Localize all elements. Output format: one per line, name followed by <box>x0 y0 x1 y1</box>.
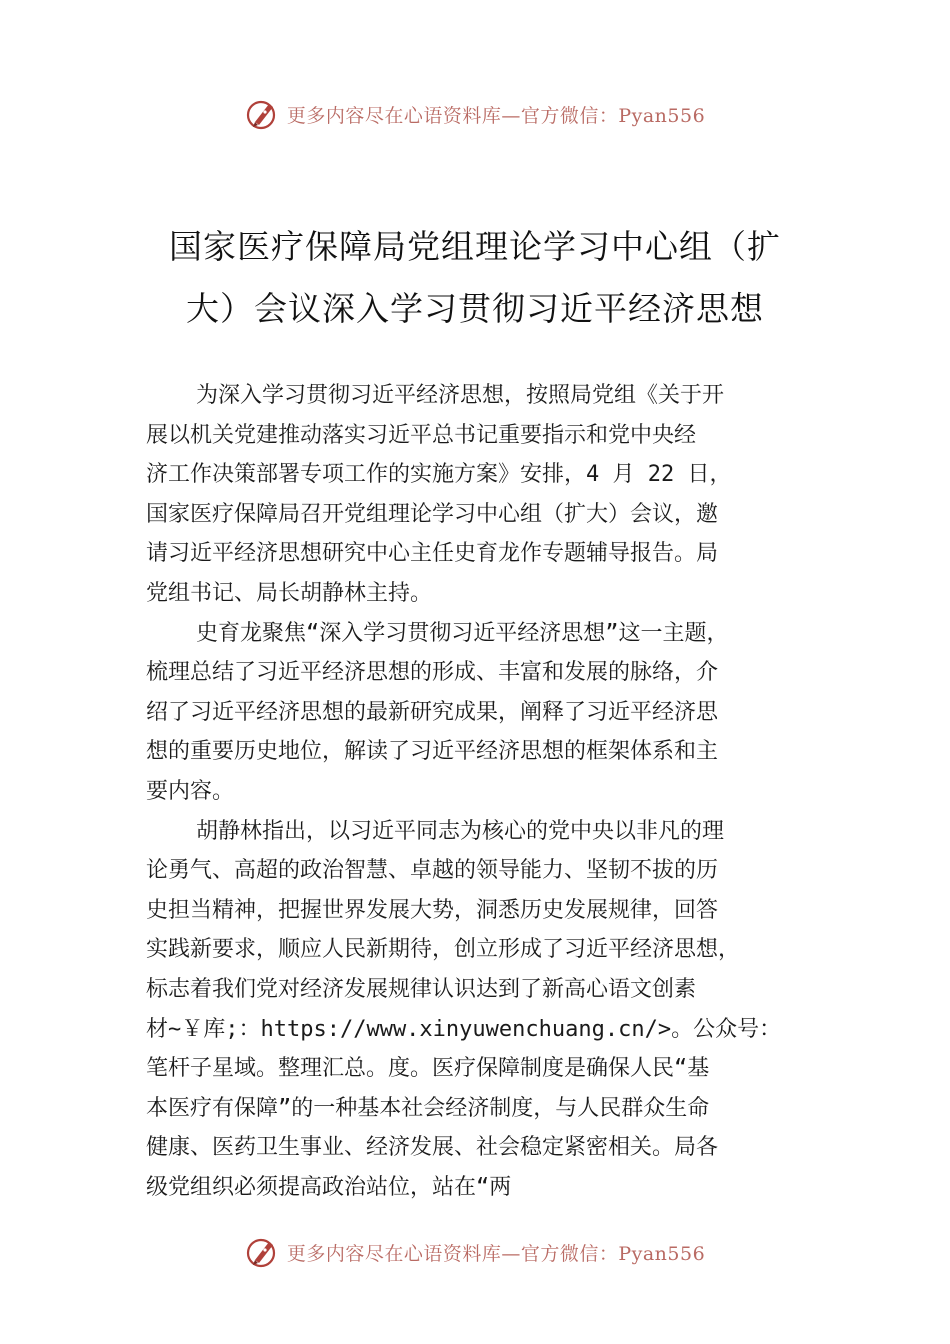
body-line: 展以机关党建推动落实习近平总书记重要指示和党中央经 <box>146 422 697 448</box>
footer-banner-text: 更多内容尽在心语资料库—官方微信：Pyan556 <box>286 1242 706 1265</box>
body-line: 标志着我们党对经济发展规律认识达到了新高心语文创素 <box>146 976 697 1002</box>
body-line: 想的重要历史地位，解读了习近平经济思想的框架体系和主 <box>146 739 719 765</box>
body-line: 论勇气、高超的政治智慧、卓越的领导能力、坚韧不拔的历 <box>146 858 719 884</box>
body-line: 济工作决策部署专项工作的实施方案》安排，4 月 22 日， <box>146 462 732 488</box>
footer-banner[interactable] <box>0 1232 950 1272</box>
pen-nib-logo-icon <box>245 96 281 132</box>
title-line: 国家医疗保障局党组理论学习中心组（扩 <box>169 227 781 266</box>
body-line: 本医疗有保障”的一种基本社会经济制度，与人民群众生命 <box>146 1095 710 1121</box>
body-line: 绍了习近平经济思想的最新研究成果，阐释了习近平经济思 <box>146 699 719 725</box>
body-line: 要内容。 <box>146 778 235 804</box>
header-banner-text: 更多内容尽在心语资料库—官方微信：Pyan556 <box>286 104 706 127</box>
body-line: 实践新要求，顺应人民新期待，创立形成了习近平经济思想， <box>146 937 741 963</box>
header-banner[interactable] <box>0 94 950 134</box>
body-line: 胡静林指出，以习近平同志为核心的党中央以非凡的理 <box>196 818 725 844</box>
document-body <box>146 376 814 1207</box>
body-line: 史担当精神，把握世界发展大势，洞悉历史发展规律，回答 <box>146 897 719 923</box>
pen-nib-logo-icon <box>245 1234 281 1270</box>
title-line: 大）会议深入学习贯彻习近平经济思想 <box>186 289 764 328</box>
body-line: 请习近平经济思想研究中心主任史育龙作专题辅导报告。局 <box>146 541 719 567</box>
body-line: 为深入学习贯彻习近平经济思想，按照局党组《关于开 <box>196 383 725 408</box>
body-line: 国家医疗保障局召开党组理论学习中心组（扩大）会议，邀 <box>146 501 719 527</box>
body-line: 笔杆子星域。整理汇总。度。医疗保障制度是确保人民“基 <box>146 1056 710 1082</box>
body-line: 史育龙聚焦“深入学习贯彻习近平经济思想”这一主题， <box>196 620 729 646</box>
body-line: 级党组织必须提高政治站位，站在“两 <box>146 1174 512 1200</box>
body-line: 党组书记、局长胡静林主持。 <box>146 580 433 606</box>
document-title <box>130 216 820 340</box>
body-line: 健康、医药卫生事业、经济发展、社会稳定紧密相关。局各 <box>146 1135 719 1161</box>
body-line: 材~￥库;：https://www.xinyuwenchuang.cn/>。公众号： <box>146 1016 782 1042</box>
body-line: 梳理总结了习近平经济思想的形成、丰富和发展的脉络，介 <box>146 660 719 686</box>
